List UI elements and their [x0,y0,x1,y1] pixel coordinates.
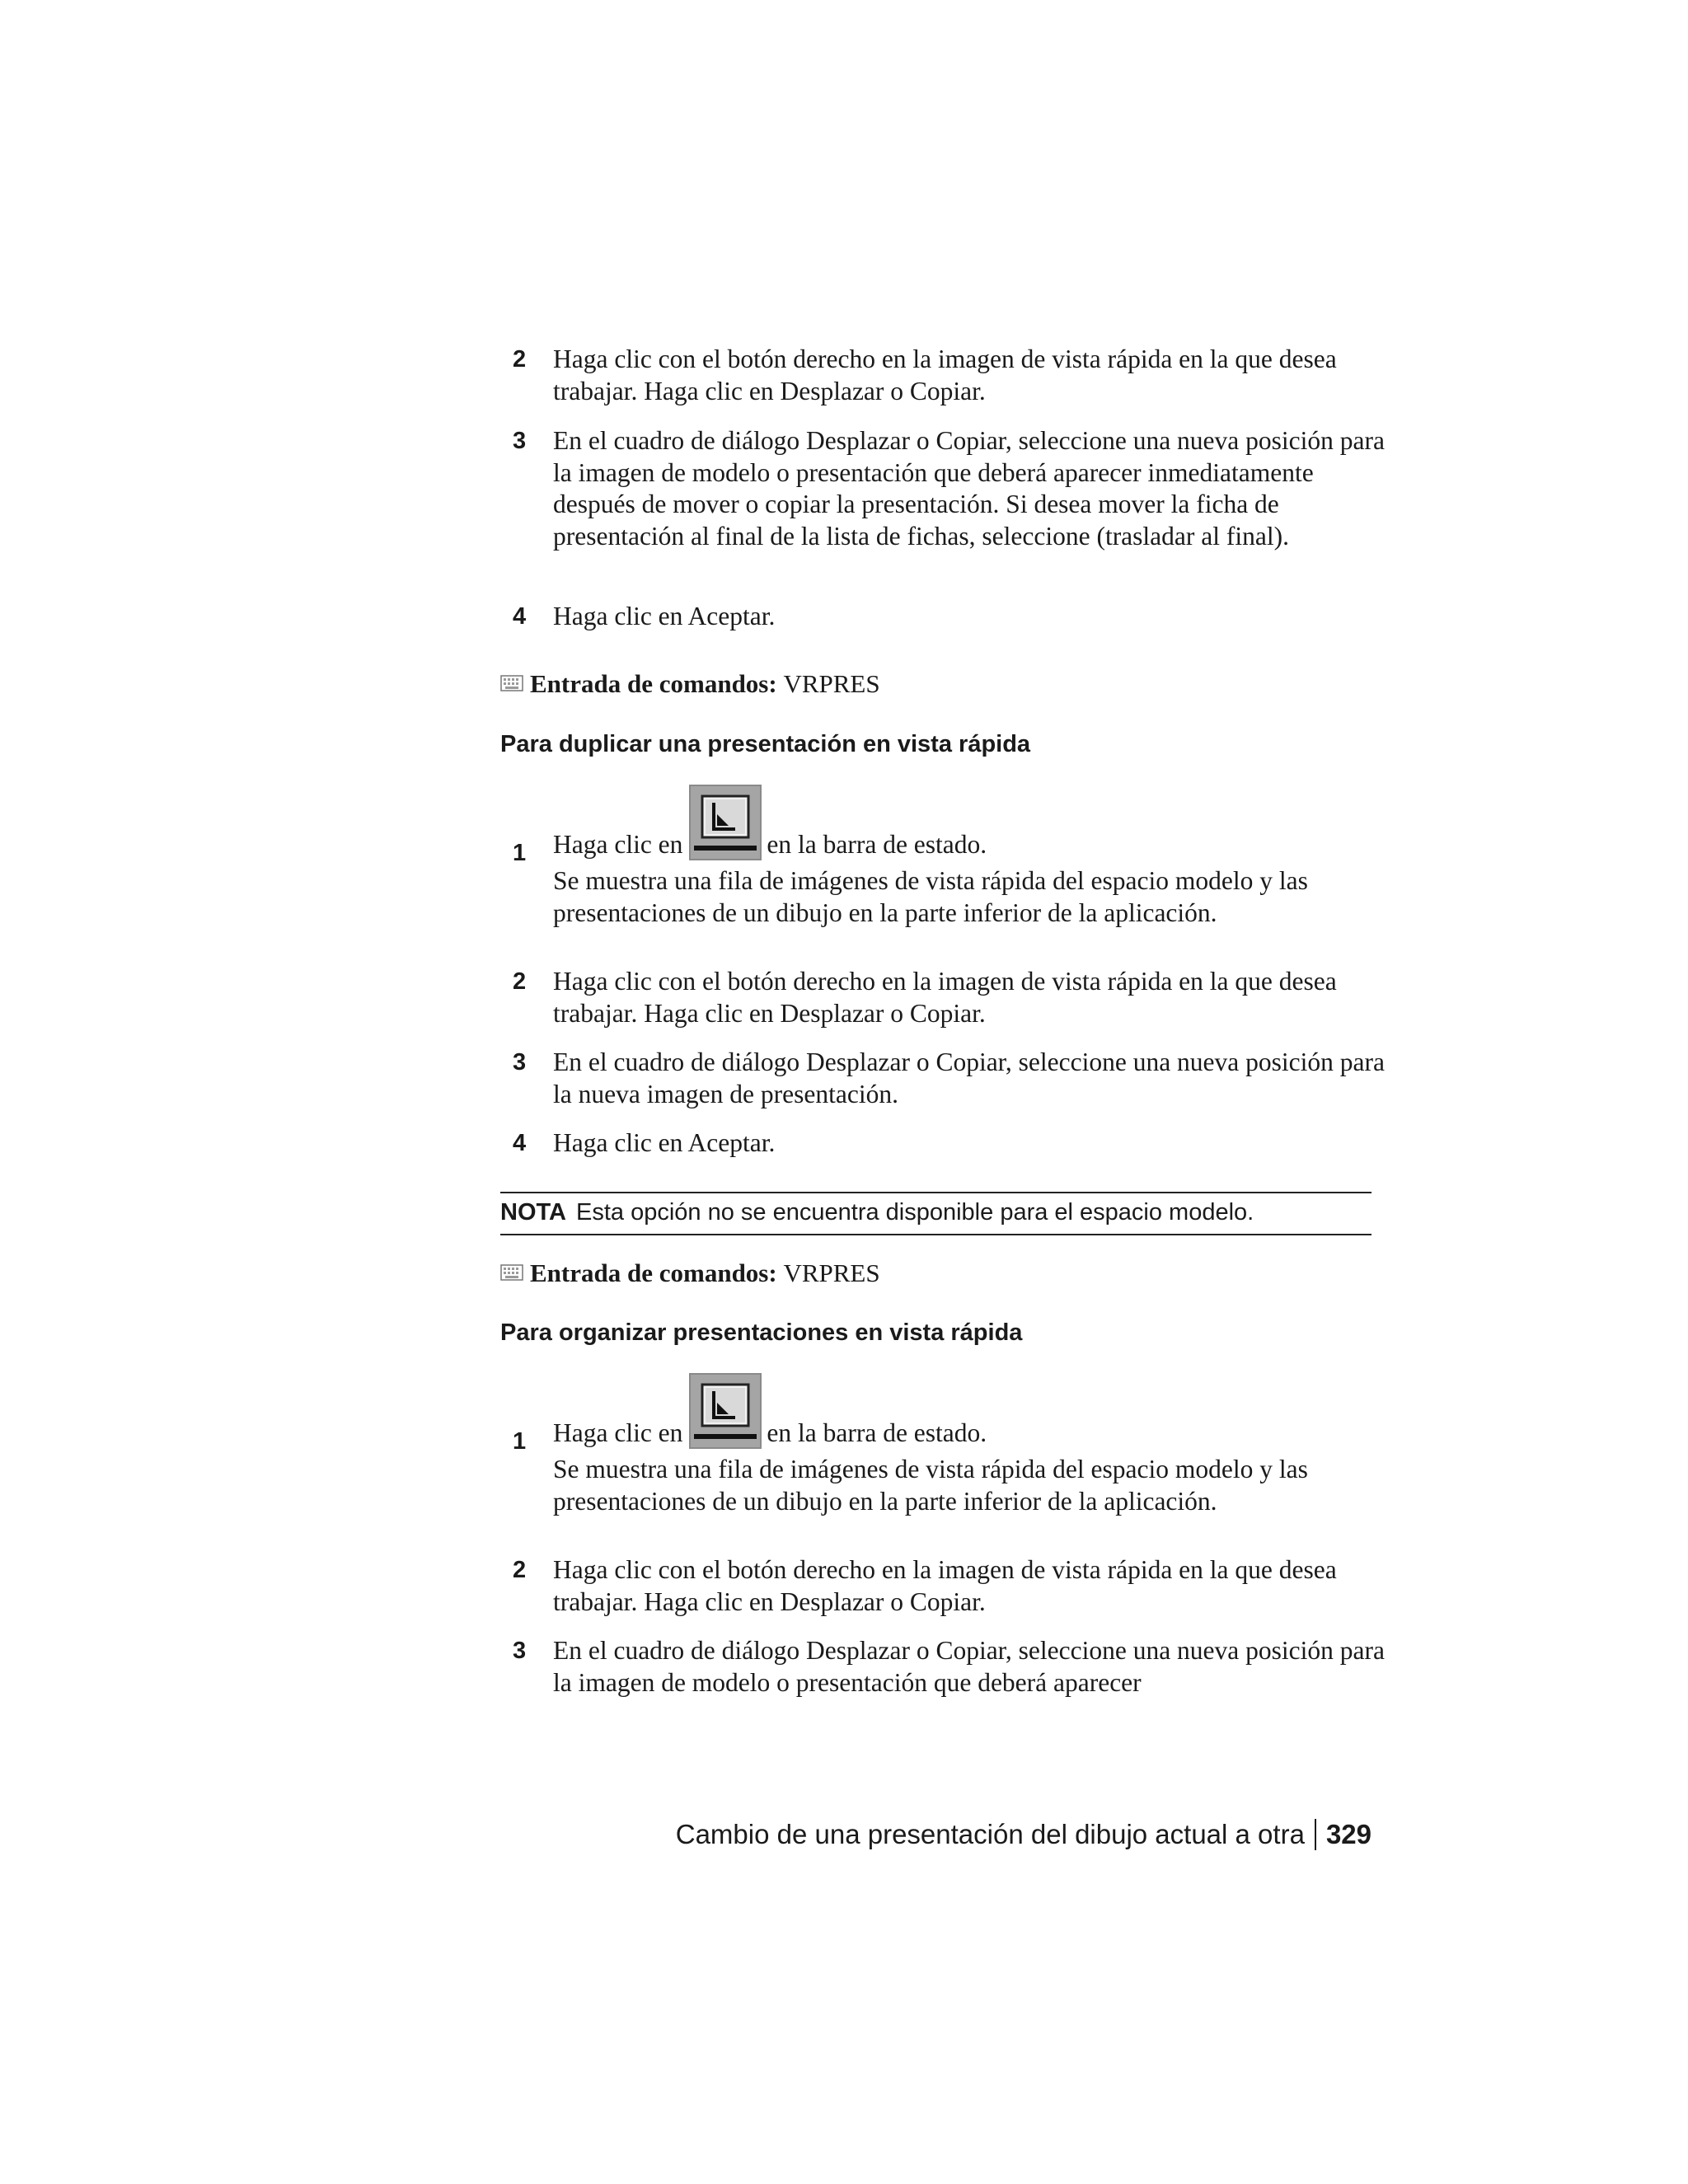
note-text: Esta opción no se encuentra disponible para el espacio modelo. [576,1199,1254,1226]
page-footer [676,1816,1372,1853]
note-label: NOTA [500,1199,567,1226]
step-number: 1 [513,840,527,866]
step-text: En el cuadro de diálogo Desplazar o Copiar, seleccione una nueva posición para la imagen de modelo o presentación que deberá aparecer inmediatamente después de mover o copiar la presentación. Si desea mover la ficha de presentación al final de la lista de fichas, seleccione (trasladar al final). [553,426,1385,551]
step-number: 3 [513,428,527,454]
step-text-after: en la barra de estado. [767,829,987,859]
step-text-before: Haga clic en [553,1418,683,1447]
command-entry [500,668,880,703]
step-text: Haga clic en Aceptar. [553,1128,776,1157]
step-number: 3 [513,1638,527,1664]
section-heading: Para duplicar una presentación en vista rápida [500,731,1031,757]
command-entry [500,1257,880,1292]
quick-view-layouts-icon [689,1373,762,1449]
step-text [553,1373,1390,1517]
step-text-before: Haga clic en [553,829,683,859]
note [500,1197,1254,1228]
step-text-after: en la barra de estado. [767,1418,987,1447]
step-text: Haga clic con el botón derecho en la imagen de vista rápida en la que desea trabajar. Haga clic en Desplazar o Copiar. [553,1555,1337,1616]
section-heading: Para organizar presentaciones en vista rápida [500,1319,1023,1346]
footer-title: Cambio de una presentación del dibujo actual a otra [675,1819,1305,1849]
step-text: En el cuadro de diálogo Desplazar o Copiar, seleccione una nueva posición para la imagen de modelo o presentación que deberá aparecer [553,1636,1385,1697]
quick-view-layouts-icon [689,785,762,860]
step-number: 1 [513,1428,527,1455]
footer-divider [1315,1819,1316,1850]
keyboard-icon [500,1256,523,1289]
step-number: 2 [513,968,527,995]
step-text: Haga clic con el botón derecho en la imagen de vista rápida en la que desea trabajar. Haga clic en Desplazar o Copiar. [553,967,1337,1028]
step-number: 2 [513,346,527,373]
divider [500,1192,1372,1193]
step-text: En el cuadro de diálogo Desplazar o Copiar, seleccione una nueva posición para la nueva imagen de presentación. [553,1047,1385,1108]
command-label: Entrada de comandos: [530,1258,777,1287]
step-number: 3 [513,1049,527,1076]
step-number: 4 [513,603,527,630]
page-number: 329 [1325,1819,1372,1849]
step-number: 4 [513,1130,527,1156]
step-note: Se muestra una fila de imágenes de vista rápida del espacio modelo y las presentaciones de un dibujo en la parte inferior de la aplicación. [553,866,1308,927]
step-text: Haga clic con el botón derecho en la imagen de vista rápida en la que desea trabajar. Haga clic en Desplazar o Copiar. [553,344,1337,405]
command-label: Entrada de comandos: [530,669,777,698]
step-number: 2 [513,1557,527,1583]
command-value: VRPRES [783,669,880,698]
step-note: Se muestra una fila de imágenes de vista rápida del espacio modelo y las presentaciones de un dibujo en la parte inferior de la aplicación. [553,1455,1308,1516]
keyboard-icon [500,667,523,700]
step-text: Haga clic en Aceptar. [553,602,776,630]
step-text [553,785,1390,929]
divider [500,1234,1372,1235]
command-value: VRPRES [783,1258,880,1287]
